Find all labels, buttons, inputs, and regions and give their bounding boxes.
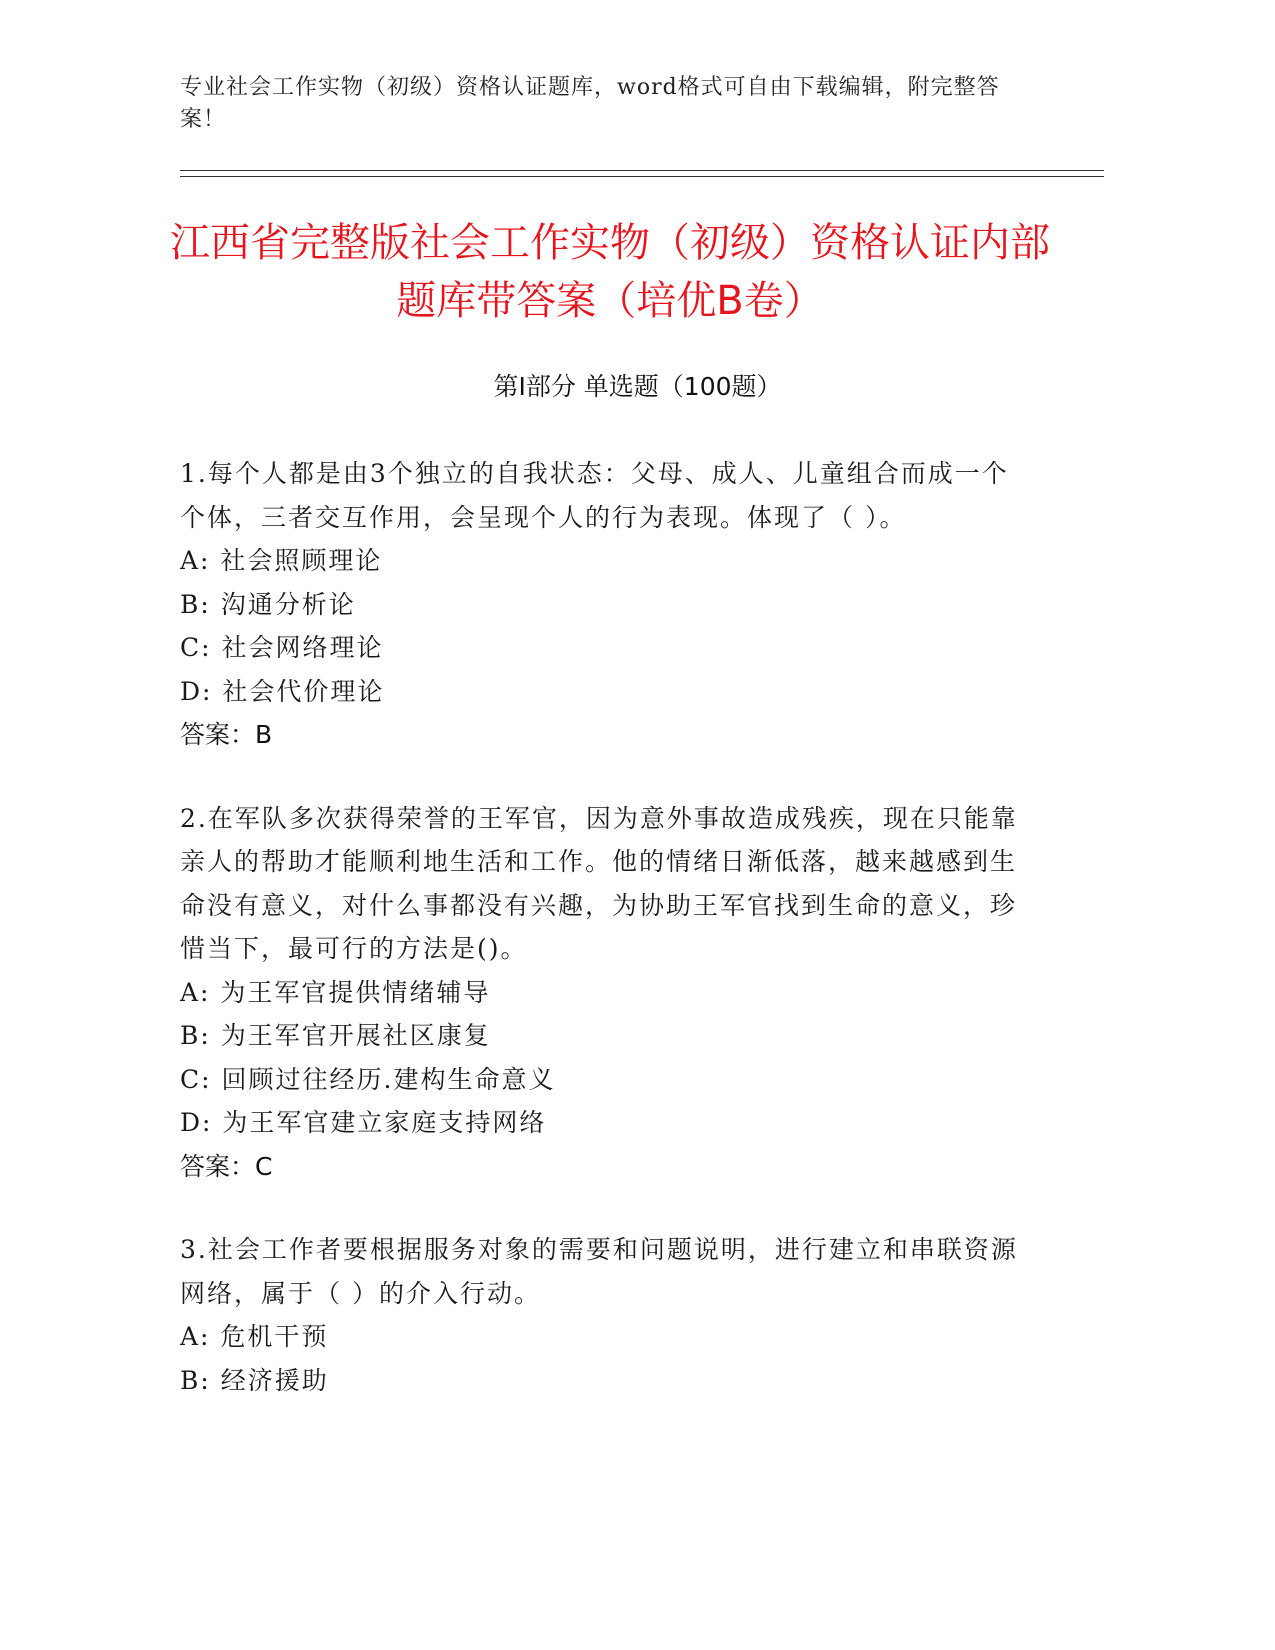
- option-d: D: 社会代价理论: [180, 676, 385, 706]
- question-stem: 1.每个人都是由3个独立的自我状态：父母、成人、儿童组合而成一个个体，三者交互作用，会呈现个人的行为表现。体现了（ ）。: [180, 459, 1009, 532]
- option-a: A: 危机干预: [180, 1322, 329, 1351]
- answer: 答案：C: [180, 1151, 273, 1181]
- question-stem: 2.在军队多次获得荣誉的王军官，因为意外事故造成残疾，现在只能靠亲人的帮助才能顺利地生活和工作。他的情绪日渐低落，越来越感到生命没有意义，对什么事都没有兴趣，为协助王军官找到生命的意义，珍惜当下，最可行的方法是()。: [180, 803, 1018, 963]
- option-c: C: 回顾过往经历.建构生命意义: [180, 1064, 556, 1094]
- option-d: D: 为王军官建立家庭支持网络: [180, 1108, 547, 1137]
- answer: 答案：B: [180, 720, 273, 749]
- option-b: B: 经济援助: [180, 1365, 329, 1395]
- question-3: [180, 1228, 1020, 1402]
- header-note: 专业社会工作实物（初级）资格认证题库，word格式可自由下载编辑，附完整答案！: [180, 75, 1000, 132]
- question-1: [180, 452, 1020, 757]
- option-a: A: 社会照顾理论: [180, 546, 383, 575]
- header-divider-top: [180, 170, 1104, 171]
- header-divider-bottom: [180, 176, 1104, 177]
- question-list: [180, 452, 1020, 1442]
- option-c: C: 社会网络理论: [180, 633, 384, 662]
- question-stem: 3.社会工作者要根据服务对象的需要和问题说明，进行建立和串联资源网络，属于（ ）的介入行动。: [180, 1235, 1018, 1308]
- option-b: B: 沟通分析论: [180, 589, 356, 619]
- section-heading: 第Ⅰ部分 单选题（100题）: [493, 372, 782, 401]
- question-2: [180, 797, 1020, 1189]
- option-b: B: 为王军官开展社区康复: [180, 1021, 491, 1050]
- document-title: 江西省完整版社会工作实物（初级）资格认证内部题库带答案（培优B卷）: [170, 220, 1050, 324]
- option-a: A: 为王军官提供情绪辅导: [180, 977, 491, 1007]
